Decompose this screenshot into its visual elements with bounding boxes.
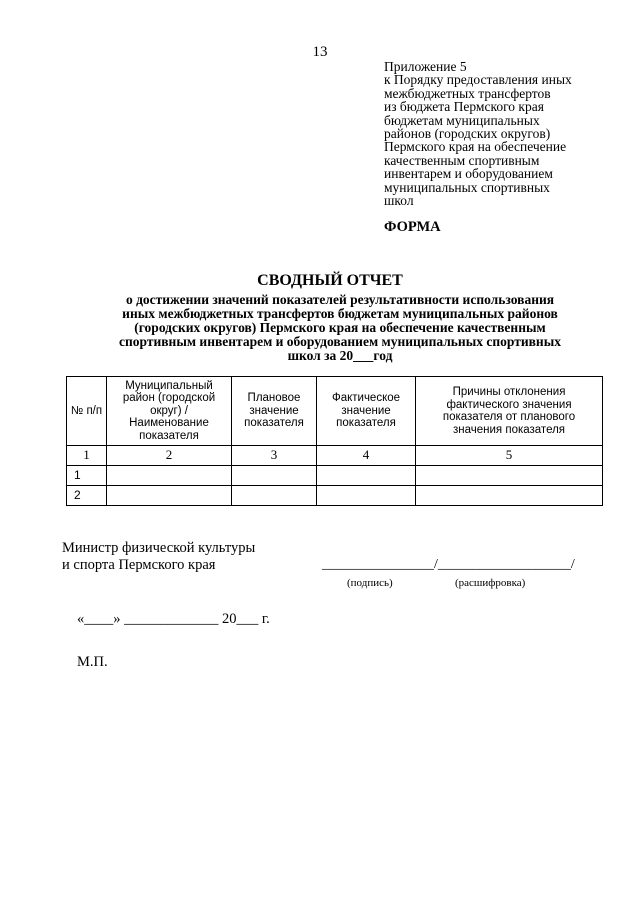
table-cell: 1	[67, 466, 107, 486]
minister-title	[62, 540, 255, 574]
minister-line: и спорта Пермского края	[62, 557, 216, 573]
appendix-line: школ	[384, 193, 414, 209]
table-cell	[107, 466, 232, 486]
signature-caption: (подпись)	[347, 577, 393, 589]
header-cell-reasons: Причины отклонения фактического значения показателя от планового значения показателя	[416, 377, 603, 446]
table-row	[67, 486, 603, 506]
date-line: «____» _____________ 20___ г.	[77, 611, 270, 627]
appendix-line: качественным спортивным	[384, 152, 540, 168]
table-cell	[416, 486, 603, 506]
report-title: СВОДНЫЙ ОТЧЕТ	[257, 272, 403, 289]
table-cell	[232, 486, 317, 506]
table-cell	[317, 486, 416, 506]
minister-line: Министр физической культуры	[62, 540, 256, 556]
report-subtitle	[80, 293, 600, 363]
table-cell: 2	[67, 486, 107, 506]
table-header-row	[67, 377, 603, 446]
appendix-line: районов (городских округов)	[384, 126, 551, 142]
header-cell-actual: Фактическое значение показателя	[317, 377, 416, 446]
column-number-cell: 5	[416, 446, 603, 466]
subtitle-line: о достижении значений показателей результативности использования	[125, 292, 555, 307]
column-number-cell: 1	[67, 446, 107, 466]
stamp-label: М.П.	[77, 654, 108, 670]
form-label: ФОРМА	[384, 219, 441, 235]
appendix-line: муниципальных спортивных	[384, 179, 550, 195]
table-cell	[416, 466, 603, 486]
appendix-line: инвентарем и оборудованием	[384, 166, 553, 182]
decode-caption: (расшифровка)	[455, 577, 526, 589]
appendix-line: Пермского края на обеспечение	[384, 139, 567, 155]
subtitle-line: иных межбюджетных трансфертов бюджетам муниципальных районов	[122, 306, 558, 321]
appendix-line: бюджетам муниципальных	[384, 112, 540, 128]
table-cell	[107, 486, 232, 506]
subtitle-line: спортивным инвентарем и оборудованием муниципальных спортивных	[118, 334, 561, 349]
subtitle-line: (городских округов) Пермского края на обеспечение качественным	[134, 320, 546, 335]
subtitle-line: школ за 20___год	[287, 348, 393, 363]
table-row	[67, 466, 603, 486]
table-cell	[317, 466, 416, 486]
appendix-line: из бюджета Пермского края	[384, 99, 544, 115]
column-number-cell: 3	[232, 446, 317, 466]
page-number: 13	[312, 44, 328, 60]
column-number-cell: 4	[317, 446, 416, 466]
header-cell-planned: Плановое значение показателя	[232, 377, 317, 446]
header-cell-district: Муниципальный район (городской округ) / Наименование показателя	[107, 377, 232, 446]
header-cell-number: № п/п	[67, 377, 107, 446]
appendix-line: Приложение 5	[384, 59, 467, 74]
appendix-line: межбюджетных трансфертов	[384, 85, 551, 101]
table-cell	[232, 466, 317, 486]
table-column-number-row	[67, 446, 603, 466]
appendix-line: к Порядку предоставления иных	[384, 72, 572, 88]
report-table	[66, 376, 603, 506]
appendix-block	[384, 60, 624, 207]
signature-line: ________________/___________________/	[322, 557, 575, 572]
column-number-cell: 2	[107, 446, 232, 466]
